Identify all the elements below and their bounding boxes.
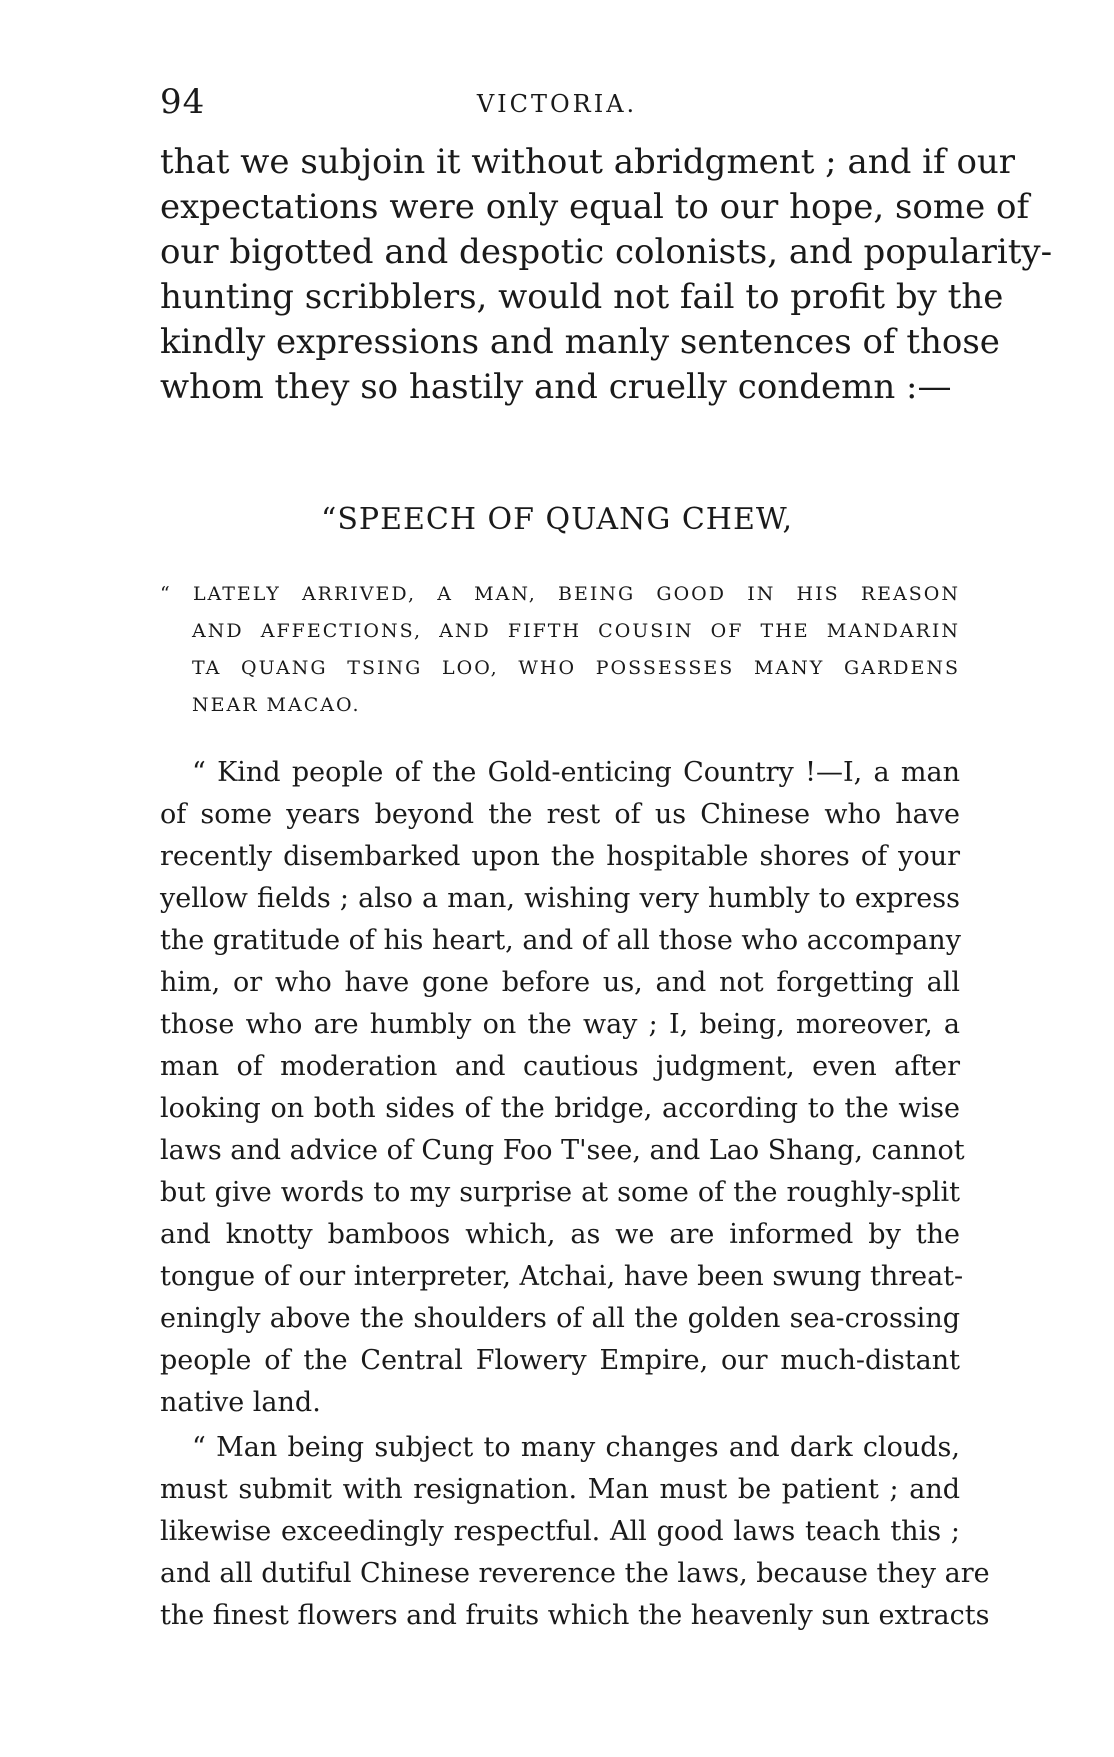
subtitle-line: AND AFFECTIONS, AND FIFTH COUSIN OF THE MANDARIN: [192, 620, 960, 642]
speech-line: “ Man being subject to many changes and dark clouds,: [192, 1432, 960, 1463]
intro-line: our bigotted and despotic colonists, and popularity-: [160, 232, 1053, 272]
speech-heading: “SPEECH OF QUANG CHEW,: [321, 502, 793, 537]
speech-line: “ Kind people of the Gold-enticing Country !—I, a man: [192, 757, 960, 788]
speech-line: and knotty bamboos which, as we are informed by the: [160, 1219, 960, 1250]
speech-line: yellow fields ; also a man, wishing very humbly to express: [160, 883, 960, 914]
speech-line: laws and advice of Cung Foo T'see, and Lao Shang, cannot: [160, 1135, 965, 1166]
speech-line: looking on both sides of the bridge, according to the wise: [160, 1093, 960, 1124]
speech-line: the gratitude of his heart, and of all those who accompany: [160, 925, 961, 956]
speech-line: likewise exceedingly respectful. All good laws teach this ;: [160, 1516, 960, 1547]
speech-line: man of moderation and cautious judgment, even after: [160, 1051, 960, 1082]
subtitle-line: TA QUANG TSING LOO, WHO POSSESSES MANY GARDENS: [192, 657, 960, 679]
intro-line: whom they so hastily and cruelly condemn :—: [160, 367, 952, 407]
speech-line: recently disembarked upon the hospitable shores of your: [160, 841, 960, 872]
speech-line: eningly above the shoulders of all the golden sea-crossing: [160, 1303, 960, 1334]
speech-line: of some years beyond the rest of us Chinese who have: [160, 799, 960, 830]
subtitle-line: “ LATELY ARRIVED, A MAN, BEING GOOD IN HIS REASON: [160, 583, 960, 605]
subtitle-line: NEAR MACAO.: [192, 694, 361, 716]
speech-line: people of the Central Flowery Empire, our much-distant: [160, 1345, 960, 1376]
intro-line: kindly expressions and manly sentences of those: [160, 322, 1000, 362]
speech-line: must submit with resignation. Man must be patient ; and: [160, 1474, 960, 1505]
speech-line: native land.: [160, 1387, 321, 1418]
speech-line: tongue of our interpreter, Atchai, have been swung threat-: [160, 1261, 964, 1292]
intro-line: expectations were only equal to our hope, some of: [160, 187, 1030, 227]
speech-line: and all dutiful Chinese reverence the laws, because they are: [160, 1558, 990, 1589]
page-number: 94: [160, 82, 206, 122]
speech-line: the finest flowers and fruits which the heavenly sun extracts: [160, 1600, 990, 1631]
running-title: VICTORIA.: [476, 90, 638, 118]
speech-line: him, or who have gone before us, and not forgetting all: [160, 967, 960, 998]
speech-line: but give words to my surprise at some of the roughly-split: [160, 1177, 960, 1208]
speech-line: those who are humbly on the way ; I, being, moreover, a: [160, 1009, 960, 1040]
intro-line: that we subjoin it without abridgment ; and if our: [160, 142, 1016, 182]
intro-line: hunting scribblers, would not fail to profit by the: [160, 277, 1004, 317]
